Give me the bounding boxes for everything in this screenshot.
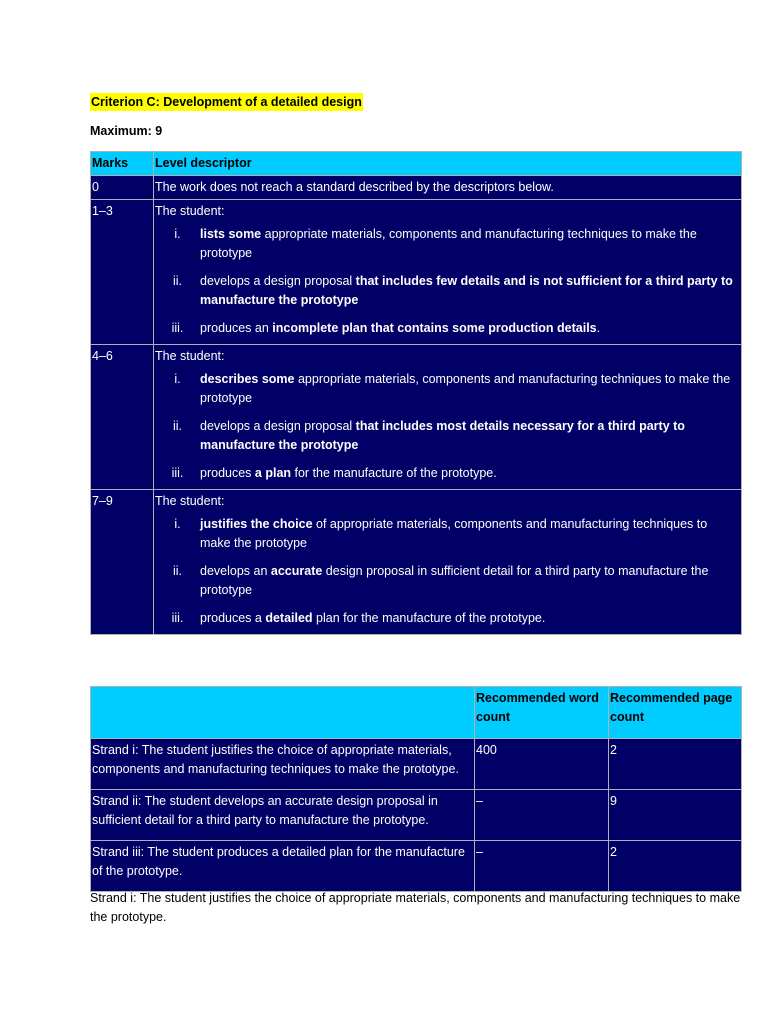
marks-cell: 4–6 [91, 345, 154, 490]
strand-paragraph: Strand i: The student justifies the choice of appropriate materials, components and manufacturing techniques to make the prototype. [90, 891, 741, 924]
list-item [155, 225, 740, 263]
item-bold: incomplete plan that contains some production details [272, 321, 597, 335]
item-text: develops a design proposal [200, 274, 356, 288]
page-count-cell: 2 [609, 739, 742, 790]
descriptor-cell: The work does not reach a standard described by the descriptors below. [154, 176, 742, 200]
item-number: iii. [171, 611, 184, 625]
list-item [155, 562, 740, 600]
item-number: iii. [171, 321, 184, 335]
strand-cell: Strand iii: The student produces a detailed plan for the manufacture of the prototype. [91, 841, 475, 892]
item-bold: accurate [270, 564, 323, 578]
maximum-label: Maximum: 9 [90, 124, 163, 138]
word-count-cell: – [475, 790, 609, 841]
table-row [91, 200, 742, 345]
descriptor-list [155, 515, 740, 628]
marks-cell: 0 [91, 176, 154, 200]
table-row [91, 490, 742, 635]
table-row [91, 345, 742, 490]
word-count-cell: – [475, 841, 609, 892]
item-bold: justifies the choice [200, 517, 313, 531]
item-bold: that includes few details and is not sufficient for a third party to manufacture the prototype [200, 274, 733, 307]
descriptor-cell [154, 345, 742, 490]
item-text: . [596, 321, 601, 335]
header-blank [91, 687, 475, 739]
item-number: ii. [172, 274, 183, 288]
table-row [91, 739, 742, 790]
list-item [155, 370, 740, 408]
table-header-row [91, 687, 742, 739]
item-number: iii. [171, 466, 184, 480]
item-number: i. [174, 372, 181, 386]
header-marks: Marks [91, 152, 154, 176]
descriptor-intro: The student: [155, 349, 225, 363]
item-text: design proposal in sufficient detail for a third party to manufacture the prototype [200, 564, 709, 597]
item-text: of appropriate materials, components and manufacturing techniques to make the prototype [200, 517, 708, 550]
item-bold: describes some [200, 372, 295, 386]
header-word-count: Recommended word count [475, 687, 609, 739]
descriptor-cell [154, 200, 742, 345]
table-row [91, 790, 742, 841]
item-text: appropriate materials, components and manufacturing techniques to make the prototype [200, 372, 731, 405]
list-item [155, 319, 740, 338]
item-bold: detailed [265, 611, 313, 625]
descriptor-cell [154, 490, 742, 635]
list-item [155, 464, 740, 483]
descriptor-list [155, 225, 740, 338]
word-count-cell: 400 [475, 739, 609, 790]
item-number: i. [174, 227, 181, 241]
item-number: ii. [172, 564, 183, 578]
page-count-cell: 9 [609, 790, 742, 841]
header-level-descriptor: Level descriptor [154, 152, 742, 176]
strand-cell: Strand i: The student justifies the choice of appropriate materials, components and manufacturing techniques to make the prototype. [91, 739, 475, 790]
descriptor-intro: The student: [155, 204, 225, 218]
item-text: produces a [200, 611, 266, 625]
list-item [155, 609, 740, 628]
item-text: develops a design proposal [200, 419, 356, 433]
recommendation-table [90, 686, 742, 892]
item-bold: that includes most details necessary for a third party to manufacture the prototype [200, 419, 685, 452]
header-page-count: Recommended page count [609, 687, 742, 739]
item-text: appropriate materials, components and manufacturing techniques to make the prototype [200, 227, 697, 260]
list-item [155, 272, 740, 310]
criterion-heading: Criterion C: Development of a detailed design [91, 95, 362, 109]
item-text: plan for the manufacture of the prototype. [312, 611, 546, 625]
item-number: ii. [172, 419, 183, 433]
table-header-row [91, 152, 742, 176]
descriptor-intro: The student: [155, 494, 225, 508]
list-item [155, 515, 740, 553]
page-count-cell: 2 [609, 841, 742, 892]
marks-cell: 1–3 [91, 200, 154, 345]
item-text: develops an [200, 564, 271, 578]
table-row [91, 841, 742, 892]
item-text: produces [200, 466, 255, 480]
strand-cell: Strand ii: The student develops an accurate design proposal in sufficient detail for a third party to manufacture the prototype. [91, 790, 475, 841]
list-item [155, 417, 740, 455]
descriptor-list [155, 370, 740, 483]
item-text: produces an [200, 321, 273, 335]
item-number: i. [174, 517, 181, 531]
table-row [91, 176, 742, 200]
item-bold: a plan [254, 466, 292, 480]
marks-cell: 7–9 [91, 490, 154, 635]
item-text: for the manufacture of the prototype. [291, 466, 497, 480]
item-bold: lists some [200, 227, 262, 241]
level-descriptor-table [90, 151, 742, 635]
